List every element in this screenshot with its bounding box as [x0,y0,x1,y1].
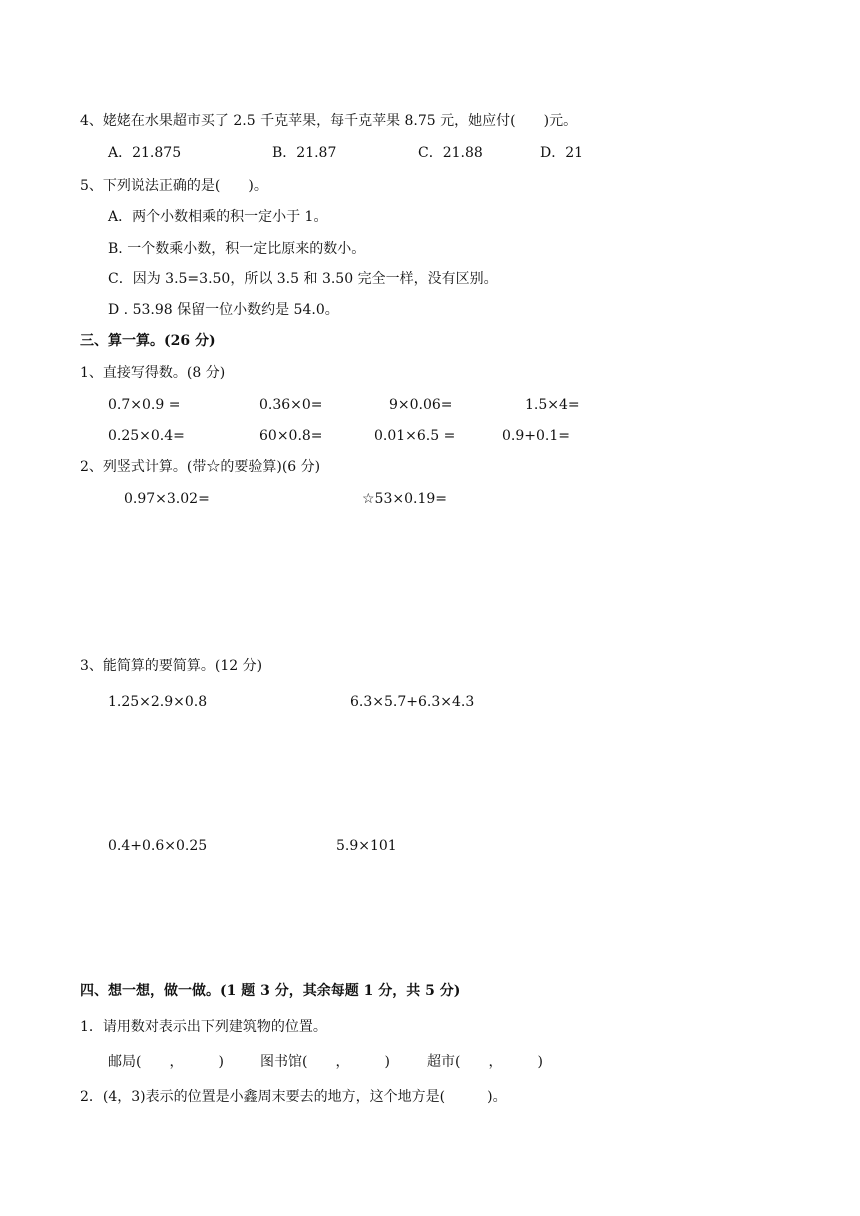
oral-calc-item: 0.01×6.5 = [374,428,456,444]
vertical-calc-item: ☆53×0.19= [362,491,447,507]
section-4-question-2-stem: 2．(4，3)表示的位置是小鑫周末要去的地方，这个地方是( )。 [80,1089,507,1105]
oral-calc-item: 1.5×4= [525,397,580,413]
oral-calc-item: 0.7×0.9 = [108,397,181,413]
simplify-calc-item: 6.3×5.7+6.3×4.3 [350,694,475,710]
q5-option-d: D . 53.98 保留一位小数约是 54.0。 [108,302,339,318]
section-3-part-2-title: 2、列竖式计算。(带☆的要验算)(6 分) [80,459,321,475]
section-4-question-1-stem: 1．请用数对表示出下列建筑物的位置。 [80,1019,327,1035]
oral-calc-item: 9×0.06= [389,397,453,413]
q4-option-a: A．21.875 [108,145,182,161]
location-library: 图书馆( ， ) [260,1054,390,1070]
question-4-stem: 4、姥姥在水果超市买了 2.5 千克苹果，每千克苹果 8.75 元，她应付( )元。 [80,113,578,129]
section-3-heading: 三、算一算。(26 分) [80,333,216,349]
location-supermarket: 超市( ， ) [427,1054,543,1070]
simplify-calc-item: 0.4+0.6×0.25 [108,838,208,854]
oral-calc-item: 60×0.8= [259,428,323,444]
section-4-heading: 四、想一想，做一做。(1 题 3 分，其余每题 1 分，共 5 分) [80,983,461,999]
oral-calc-item: 0.36×0= [259,397,323,413]
location-post-office: 邮局( ， ) [108,1054,224,1070]
question-5-stem: 5、下列说法正确的是( )。 [80,178,268,194]
section-3-part-1-title: 1、直接写得数。(8 分) [80,365,226,381]
oral-calc-item: 0.25×0.4= [108,428,185,444]
vertical-calc-item: 0.97×3.02= [124,491,210,507]
q4-option-c: C．21.88 [418,145,483,161]
oral-calc-item: 0.9+0.1= [502,428,570,444]
section-3-part-3-title: 3、能简算的要简算。(12 分) [80,658,263,674]
q4-option-d: D．21 [540,145,584,161]
q5-option-c: C．因为 3.5=3.50，所以 3.5 和 3.50 完全一样，没有区别。 [108,271,498,287]
q5-option-b: B. 一个数乘小数，积一定比原来的数小。 [108,241,366,257]
q4-option-b: B．21.87 [272,145,337,161]
q5-option-a: A．两个小数相乘的积一定小于 1。 [108,209,328,225]
simplify-calc-item: 5.9×101 [336,838,397,854]
simplify-calc-item: 1.25×2.9×0.8 [108,694,208,710]
